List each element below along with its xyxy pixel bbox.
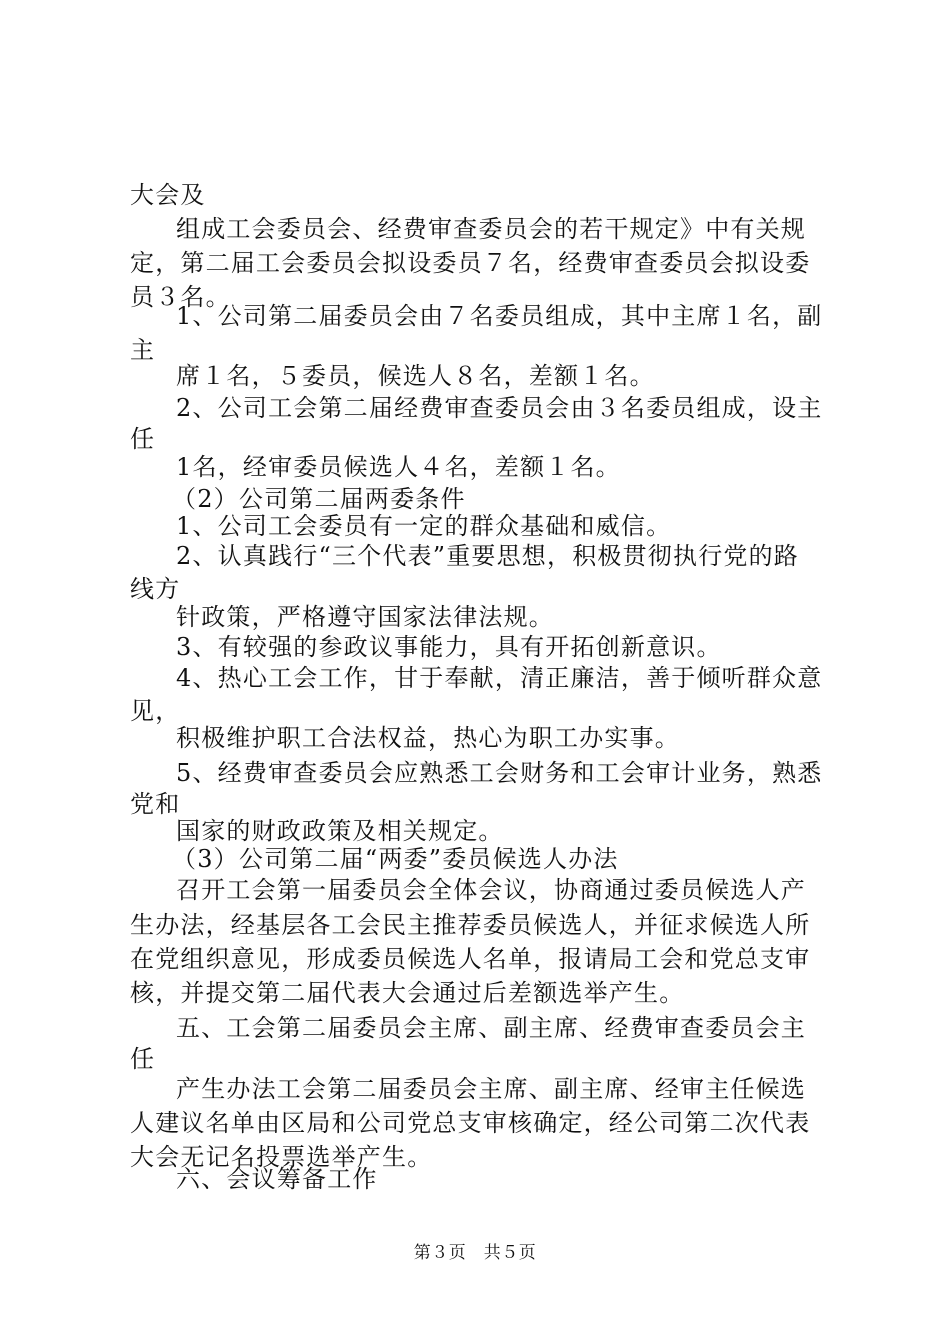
text-line-1: 大会及 — [130, 181, 206, 209]
page-footer: 第３页 共５页 — [413, 1243, 537, 1263]
text-line-29: 任 — [130, 1045, 156, 1073]
text-line-25: 生办法，经基层各工会民主推荐委员候选人，并征求候选人所 — [130, 911, 811, 939]
text-line-24: 召开工会第一届委员会全体会议，协商通过委员候选人产 — [176, 876, 806, 904]
text-line-19: 积极维护职工合法权益，热心为职工办实事。 — [176, 724, 680, 752]
text-line-7: 席１名，５委员，候选人８名，差额１名。 — [176, 362, 655, 390]
text-line-28: 五、工会第二届委员会主席、副主席、经费审查委员会主 — [176, 1014, 806, 1042]
text-line-8: 2、公司工会第二届经费审查委员会由３名委员组成，设主 — [176, 394, 823, 422]
text-line-23: （3）公司第二届“两委”委员候选人办法 — [172, 845, 619, 873]
text-line-15: 针政策，严格遵守国家法律法规。 — [176, 603, 554, 631]
text-line-12: 1、公司工会委员有一定的群众基础和威信。 — [176, 512, 672, 540]
text-line-11: （2）公司第二届两委条件 — [172, 485, 466, 513]
text-line-26: 在党组织意见，形成委员候选人名单，报请局工会和党总支审 — [130, 945, 811, 973]
text-line-18: 见， — [130, 697, 181, 725]
text-line-16: 3、有较强的参政议事能力，具有开拓创新意识。 — [176, 633, 722, 661]
text-line-32: 大会无记名投票选举产生。 — [130, 1143, 433, 1171]
text-line-2: 组成工会委员会、经费审查委员会的若干规定》中有关规 — [176, 215, 806, 243]
text-line-21: 党和 — [130, 790, 181, 818]
text-line-22: 国家的财政政策及相关规定。 — [176, 817, 504, 845]
text-line-13: 2、认真践行“三个代表”重要思想，积极贯彻执行党的路 — [176, 542, 800, 570]
text-line-5: 1、公司第二届委员会由７名委员组成，其中主席１名，副 — [176, 302, 823, 330]
text-line-20: 5、经费审查委员会应熟悉工会财务和工会审计业务，熟悉 — [176, 759, 823, 787]
text-line-33: 六、会议筹备工作 — [176, 1165, 378, 1193]
text-line-10: 1名，经审委员候选人４名，差额１名。 — [176, 453, 621, 481]
text-line-27: 核，并提交第二届代表大会通过后差额选举产生。 — [130, 979, 685, 1007]
text-line-14: 线方 — [130, 575, 181, 603]
text-line-17: 4、热心工会工作，甘于奉献，清正廉洁，善于倾听群众意 — [176, 664, 823, 692]
text-line-3: 定，第二届工会委员会拟设委员７名，经费审查委员会拟设委 — [130, 249, 811, 277]
text-line-6: 主 — [130, 336, 156, 364]
text-line-30: 产生办法工会第二届委员会主席、副主席、经审主任候选 — [176, 1075, 806, 1103]
text-line-31: 人建议名单由区局和公司党总支审核确定，经公司第二次代表 — [130, 1109, 811, 1137]
text-line-4: 员３名。 — [130, 283, 231, 311]
text-line-9: 任 — [130, 425, 156, 453]
